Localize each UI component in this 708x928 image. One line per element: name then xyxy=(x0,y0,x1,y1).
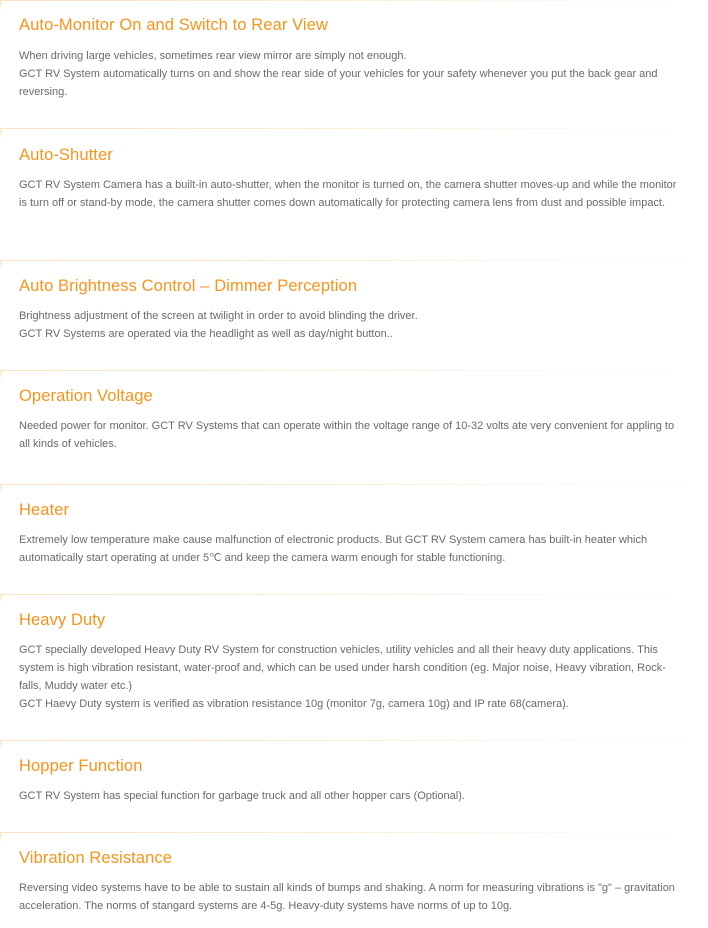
section-body xyxy=(19,47,679,101)
section-paragraph: When driving large vehicles, sometimes rear view mirror are simply not enough. xyxy=(19,50,407,62)
section-paragraph: GCT RV Systems are operated via the headlight as well as day/night button.. xyxy=(19,328,393,340)
section-body xyxy=(19,879,679,915)
feature-section-auto-brightness xyxy=(0,260,700,370)
section-title: Heater xyxy=(19,501,70,519)
section-title: Auto-Shutter xyxy=(19,146,113,164)
section-title: Hopper Function xyxy=(19,757,143,775)
section-title: Vibration Resistance xyxy=(19,849,173,867)
section-title: Auto-Monitor On and Switch to Rear View xyxy=(19,16,328,34)
section-title: Heavy Duty xyxy=(19,611,106,629)
section-title: Operation Voltage xyxy=(19,387,153,405)
section-paragraph: GCT Haevy Duty system is verified as vibration resistance 10g (monitor 7g, camera 10g) and IP rate 68(camera). xyxy=(19,698,569,710)
section-paragraph: GCT specially developed Heavy Duty RV System for construction vehicles, utility vehicles and all their heavy duty applications. This system is high vibration resistant, water-proof and, which can be used under harsh condition (eg. Major noise, Heavy vibration, Rock-falls, Muddy water etc.) xyxy=(19,644,666,692)
section-paragraph: Extremely low temperature make cause malfunction of electronic products. But GCT RV System camera has built-in heater which automatically start operating at under 5℃ and keep the camera warm enough for stable functioning. xyxy=(19,534,648,564)
feature-section-hopper-function xyxy=(0,740,700,832)
section-body xyxy=(19,176,679,212)
section-paragraph: GCT RV System has special function for garbage truck and all other hopper cars (Optional). xyxy=(19,790,465,802)
feature-section-auto-shutter xyxy=(0,128,700,260)
feature-section-auto-monitor xyxy=(0,0,700,128)
section-paragraph: Brightness adjustment of the screen at twilight in order to avoid blinding the driver. xyxy=(19,310,418,322)
section-body xyxy=(19,417,679,453)
section-title: Auto Brightness Control – Dimmer Perception xyxy=(19,277,358,295)
section-paragraph: GCT RV System automatically turns on and show the rear side of your vehicles for your safety whenever you put the back gear and reversing. xyxy=(19,68,658,98)
section-paragraph: Needed power for monitor. GCT RV Systems that can operate within the voltage range of 10-32 volts ate very convenient for appling to all kinds of vehicles. xyxy=(19,420,675,450)
section-paragraph: Reversing video systems have to be able to sustain all kinds of bumps and shaking. A norm for measuring vibrations is "g" – gravitation acceleration. The norms of stangard systems are 4-5g. Heavy-duty systems have norms of up to 10g. xyxy=(19,882,675,912)
feature-section-operation-voltage xyxy=(0,370,700,484)
section-body xyxy=(19,641,679,713)
feature-section-heavy-duty xyxy=(0,594,700,740)
section-body xyxy=(19,307,679,343)
section-body xyxy=(19,787,679,805)
section-body xyxy=(19,531,679,567)
feature-section-heater xyxy=(0,484,700,594)
feature-section-vibration-resistance xyxy=(0,832,700,928)
section-paragraph: GCT RV System Camera has a built-in auto-shutter, when the monitor is turned on, the camera shutter moves-up and while the monitor is turn off or stand-by mode, the camera shutter comes down automatically for protecting camera lens from dust and possible impact. xyxy=(19,179,677,209)
